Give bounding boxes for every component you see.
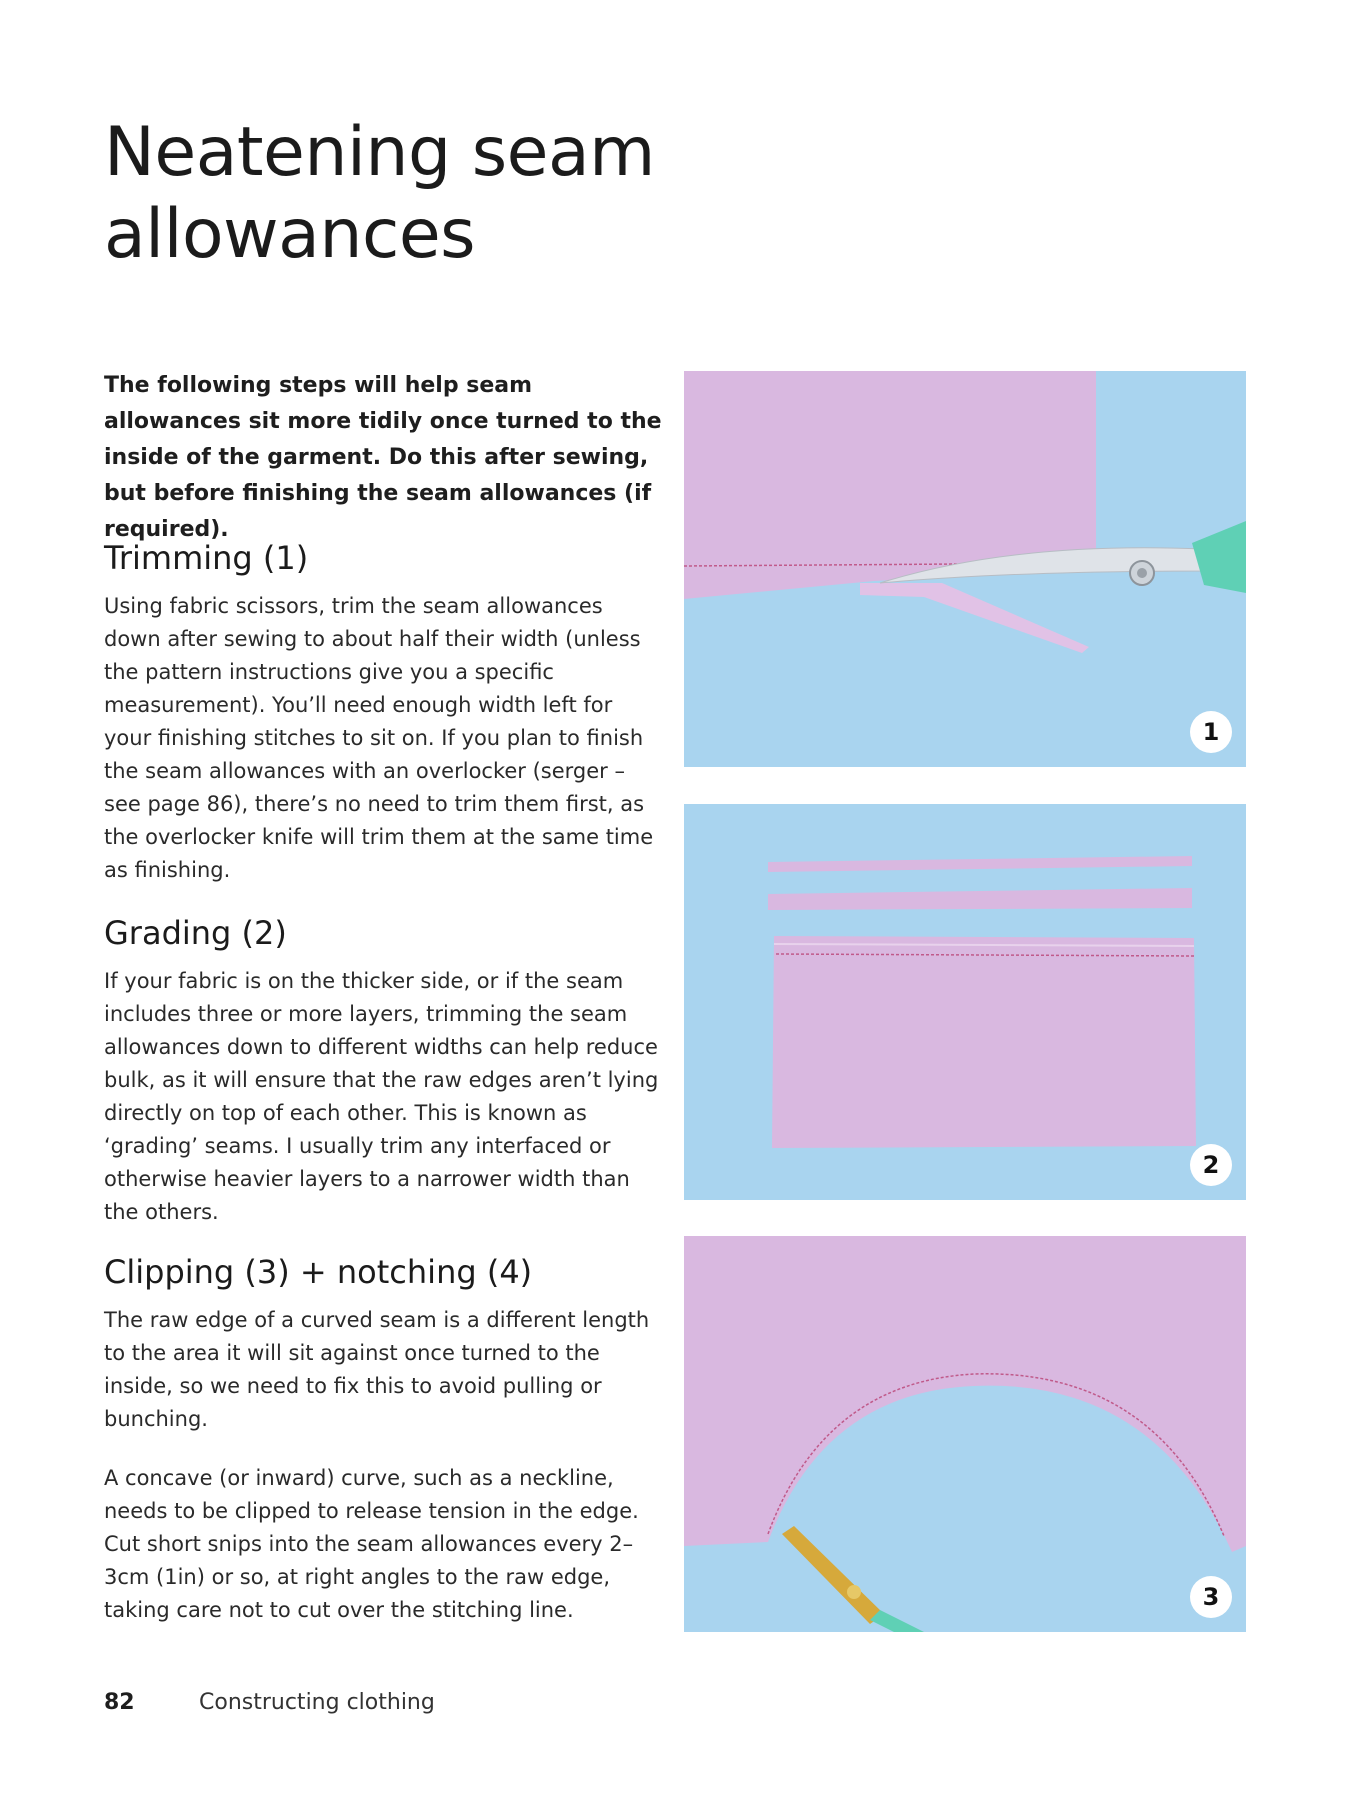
section-heading: Grading (2)	[104, 914, 287, 952]
step-number-badge: 3	[1190, 1576, 1232, 1618]
photo-grading	[684, 804, 1246, 1200]
step-number-badge: 2	[1190, 1144, 1232, 1186]
section-paragraph: Using fabric scissors, trim the seam allowances down after sewing to about half their width (unless the pattern instructions give you a specific measurement). You’ll need enough width left for your finishing stitches to sit on. If you plan to finish the seam allowances with an overlocker (serger – see page 86), there’s no need to trim them first, as the overlocker knife will trim them at the same time as finishing.	[104, 594, 654, 882]
trimming-illustration	[684, 371, 1246, 767]
section-heading: Trimming (1)	[104, 539, 309, 577]
clipping-illustration	[684, 1236, 1246, 1632]
section-grading	[104, 913, 664, 1229]
footer-section-title: Constructing clothing	[199, 1690, 435, 1715]
page-number: 82	[104, 1690, 135, 1715]
photo-trimming	[684, 371, 1246, 767]
intro-paragraph: The following steps will help seam allowances sit more tidily once turned to the inside of the garment. Do this after sewing, but before finishing the seam allowances (if required).	[104, 373, 662, 542]
section-paragraph: A concave (or inward) curve, such as a neckline, needs to be clipped to release tension in the edge. Cut short snips into the seam allowances every 2–3cm (1in) or so, at right angles to the raw edge, taking care not to cut over the stitching line.	[104, 1466, 639, 1622]
section-paragraph: The raw edge of a curved seam is a different length to the area it will sit against once turned to the inside, so we need to fix this to avoid pulling or bunching.	[104, 1308, 650, 1431]
section-trimming	[104, 538, 664, 887]
section-heading: Clipping (3) + notching (4)	[104, 1253, 533, 1291]
section-paragraph: If your fabric is on the thicker side, or if the seam includes three or more layers, trimming the seam allowances down to different widths can help reduce bulk, as it will ensure that the raw edges aren’t lying directly on top of each other. This is known as ‘grading’ seams. I usually trim any interfaced or otherwise heavier layers to a narrower width than the others.	[104, 969, 659, 1224]
section-clipping	[104, 1252, 664, 1627]
step-number-badge: 1	[1190, 711, 1232, 753]
photo-clipping	[684, 1236, 1246, 1632]
page-title: Neatening seam allowances	[104, 113, 655, 274]
grading-illustration	[684, 804, 1246, 1200]
